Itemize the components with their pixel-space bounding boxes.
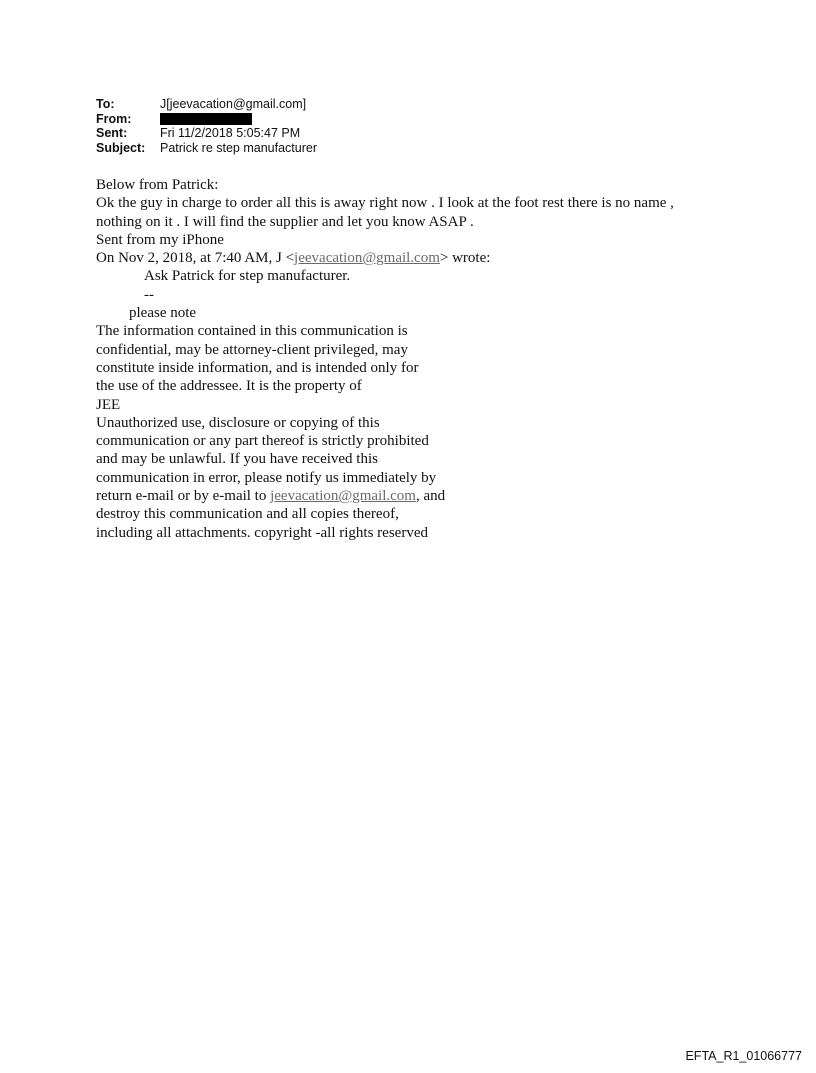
disclaimer-email-prefix: return e-mail or by e-mail to: [96, 488, 271, 505]
disclaimer-line: The information contained in this communication is: [96, 323, 408, 340]
subject-value: Patrick re step manufacturer: [160, 140, 318, 155]
disclaimer-email-link[interactable]: jeevacation@gmail.com: [270, 488, 416, 505]
to-label: To:: [96, 97, 115, 111]
sent-row: [96, 126, 317, 141]
quote-email-link[interactable]: jeevacation@gmail.com: [294, 250, 440, 267]
quoted-dashes: --: [144, 286, 154, 303]
sent-label: Sent:: [96, 126, 128, 140]
from-value: [160, 112, 252, 127]
disclaimer-line: including all attachments. copyright -all rights reserved: [96, 524, 428, 541]
disclaimer-line: communication in error, please notify us immediately by: [96, 469, 437, 486]
disclaimer-line: constitute inside information, and is intended only for: [96, 359, 419, 376]
quote-prefix: On Nov 2, 2018, at 7:40 AM, J <: [96, 250, 295, 267]
subject-row: [96, 141, 317, 156]
from-row: [96, 112, 317, 127]
disclaimer-line: JEE: [96, 396, 121, 413]
message-line-2: nothing on it . I will find the supplier and let you know ASAP .: [96, 213, 474, 230]
disclaimer-line: Unauthorized use, disclosure or copying of this: [96, 414, 380, 431]
disclaimer-email-suffix: , and: [415, 488, 446, 505]
email-header: [96, 97, 317, 155]
sent-value: Fri 11/2/2018 5:05:47 PM: [160, 126, 301, 140]
please-note: please note: [129, 305, 197, 322]
to-row: [96, 97, 317, 112]
disclaimer-line: and may be unlawful. If you have received this: [96, 451, 378, 468]
from-label: From:: [96, 111, 132, 126]
redaction-block: [160, 113, 252, 125]
subject-label: Subject:: [96, 140, 146, 155]
disclaimer-line: destroy this communication and all copies thereof,: [96, 506, 399, 523]
message-line-1: Ok the guy in charge to order all this is away right now . I look at the foot rest there is no name ,: [96, 195, 674, 212]
quote-suffix: > wrote:: [439, 250, 491, 267]
disclaimer-line: confidential, may be attorney-client privileged, may: [96, 341, 408, 358]
disclaimer: [96, 322, 756, 542]
intro-line: Below from Patrick:: [96, 177, 219, 193]
document-id: EFTA_R1_01066777: [685, 1049, 802, 1063]
quoted-message: Ask Patrick for step manufacturer.: [144, 268, 351, 285]
disclaimer-email-line: [96, 487, 756, 505]
disclaimer-line: the use of the addressee. It is the property of: [96, 378, 362, 395]
quote-attribution: [96, 249, 756, 267]
disclaimer-line: communication or any part thereof is strictly prohibited: [96, 433, 429, 450]
to-value: J[jeevacation@gmail.com]: [160, 97, 307, 111]
signature: Sent from my iPhone: [96, 231, 224, 248]
email-body: [96, 176, 756, 542]
